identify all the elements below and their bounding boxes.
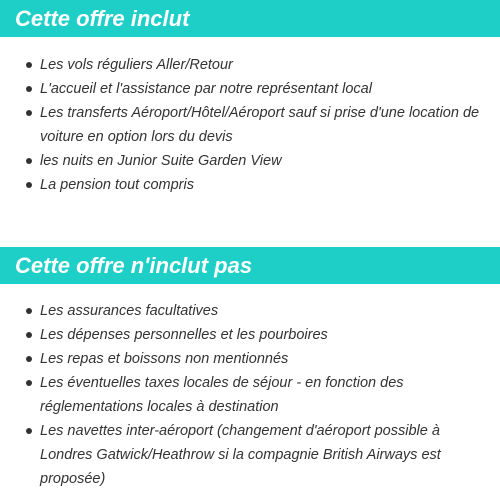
list-item-text: Les navettes inter-aéroport (changement d'aéroport possible à Londres Gatwick/Heathrow si la compagnie British Airways est proposée) [40,423,441,487]
offer-includes-section [0,0,500,193]
list-item [0,299,500,323]
list-item-text: Les repas et boissons non mentionnés [40,351,289,367]
list-item-text: La pension tout compris [40,177,194,193]
offer-excludes-section [0,247,500,487]
bullet-icon [26,182,32,188]
list-item [0,419,500,491]
list-item [0,53,500,77]
offer-excludes-title: Cette offre n'inclut pas [0,247,500,284]
bullet-icon [26,62,32,68]
bullet-icon [26,332,32,338]
bullet-icon [26,308,32,314]
offer-includes-title: Cette offre inclut [0,0,500,37]
list-item [0,101,500,149]
list-item-text: L'accueil et l'assistance par notre représentant local [40,81,372,97]
bullet-icon [26,380,32,386]
offer-includes-list [0,53,500,197]
list-item [0,173,500,197]
list-item-text: Les éventuelles taxes locales de séjour - en fonction des réglementations locales à destination [40,375,404,415]
list-item-text: Les dépenses personnelles et les pourboires [40,327,328,343]
bullet-icon [26,158,32,164]
list-item [0,149,500,173]
list-item [0,77,500,101]
list-item-text: Les assurances facultatives [40,303,219,319]
list-item-text: les nuits en Junior Suite Garden View [40,153,282,169]
bullet-icon [26,110,32,116]
list-item-text: Les transferts Aéroport/Hôtel/Aéroport sauf si prise d'une location de voiture en option lors du devis [40,105,480,145]
list-item [0,323,500,347]
list-item [0,347,500,371]
bullet-icon [26,86,32,92]
bullet-icon [26,428,32,434]
bullet-icon [26,356,32,362]
offer-excludes-list [0,299,500,491]
list-item-text: Les vols réguliers Aller/Retour [40,57,233,73]
list-item [0,371,500,419]
